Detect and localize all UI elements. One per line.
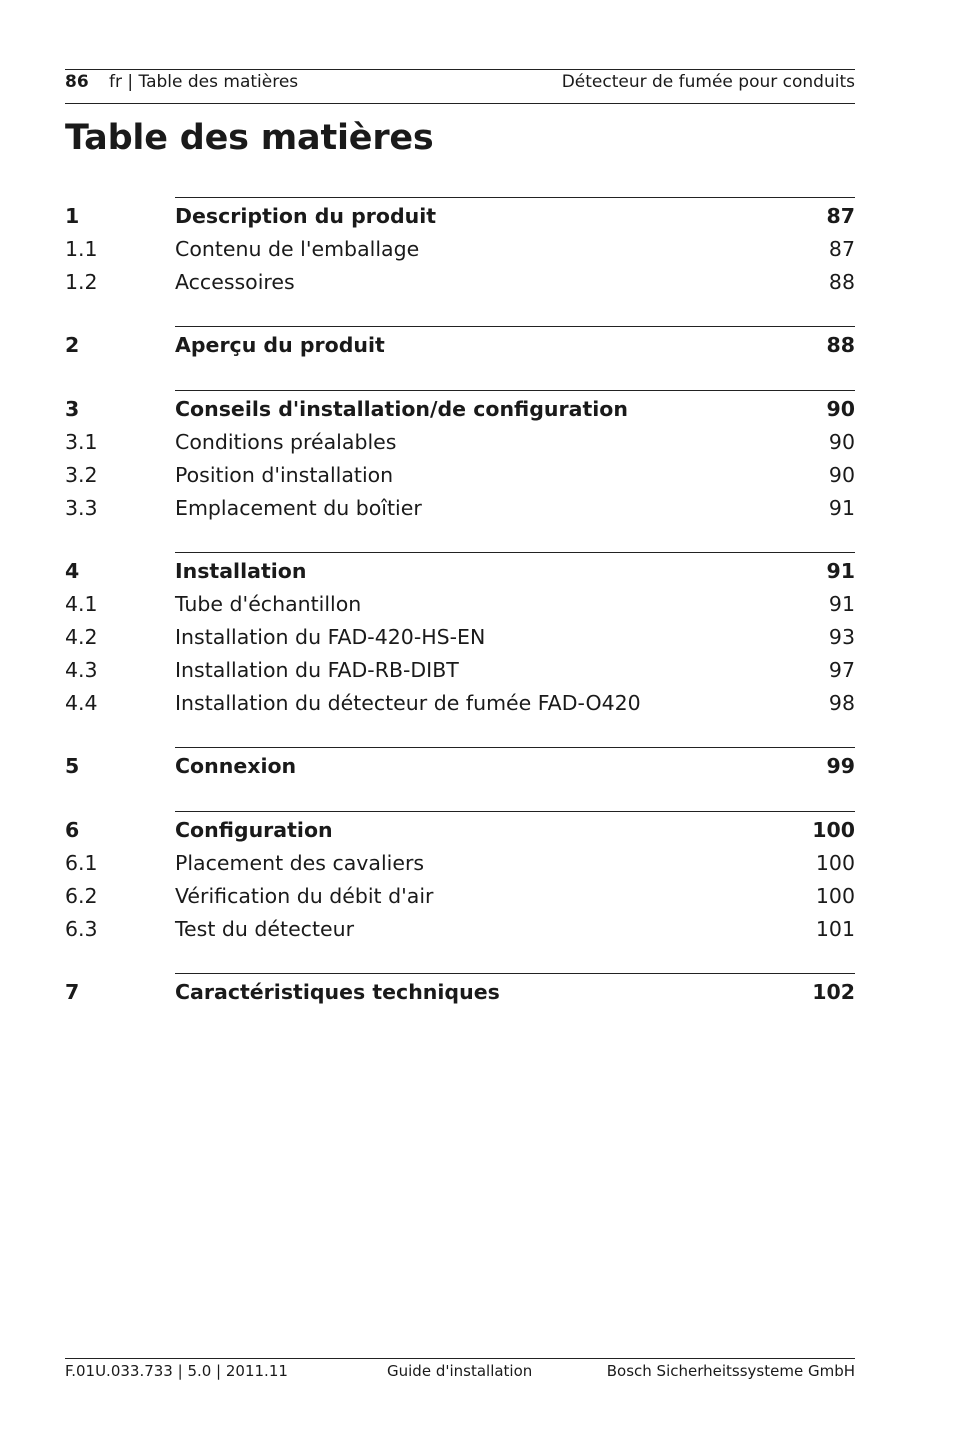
- toc-section-entry[interactable]: [65, 588, 855, 621]
- toc-entry-page: 88: [826, 333, 855, 358]
- toc-entry-title: Caractéristiques techniques: [175, 980, 500, 1005]
- toc-chapter-group: [65, 747, 855, 783]
- toc-section-entry[interactable]: [65, 266, 855, 299]
- toc-entry-title: Position d'installation: [175, 462, 394, 487]
- toc-section-entry[interactable]: [65, 426, 855, 459]
- toc-section-entry[interactable]: [65, 913, 855, 946]
- toc-entry-page: 90: [828, 462, 855, 487]
- toc-entry-page: 101: [815, 916, 855, 941]
- toc-entry-number: 1: [65, 204, 80, 228]
- toc-entry-title: Conseils d'installation/de configuration: [175, 397, 628, 422]
- toc-entry-number: 4.4: [65, 690, 98, 715]
- toc-chapter-group: [65, 197, 855, 298]
- toc-entry-number: 3.1: [65, 429, 98, 454]
- toc-entry-title: Placement des cavaliers: [175, 850, 425, 875]
- toc-entry-number: 4.2: [65, 624, 98, 649]
- header-section: fr | Table des matières: [109, 72, 299, 92]
- toc-entry-page: 93: [828, 624, 855, 649]
- toc-entry-title: Emplacement du boîtier: [175, 495, 422, 520]
- toc-entry-number: 1.1: [65, 236, 98, 261]
- toc-entry-number: 5: [65, 754, 80, 779]
- footer-document-type: Guide d'installation: [387, 1362, 533, 1380]
- toc-entry-page: 90: [828, 429, 855, 454]
- toc-entry-number: 4: [65, 559, 80, 584]
- toc-entry-page: 87: [828, 236, 855, 261]
- toc-entry-number: 3.3: [65, 495, 98, 520]
- toc-entry-title: Installation: [175, 559, 307, 584]
- toc-entry-number: 3.2: [65, 462, 98, 487]
- toc-chapter-entry[interactable]: [65, 976, 855, 1009]
- toc-entry-title: Vérification du débit d'air: [175, 883, 434, 908]
- toc-entry-page: 100: [815, 883, 855, 908]
- toc-section-entry[interactable]: [65, 880, 855, 913]
- toc-entry-page: 91: [826, 559, 855, 584]
- toc-entry-number: 1.2: [65, 269, 98, 294]
- toc-entry-number: 3: [65, 397, 80, 422]
- toc-entry-title: Installation du FAD-RB-DIBT: [175, 657, 459, 682]
- footer-document-reference: F.01U.033.733 | 5.0 | 2011.11: [65, 1362, 288, 1380]
- toc-section-entry[interactable]: [65, 233, 855, 266]
- toc-entry-title: Test du détecteur: [175, 916, 355, 941]
- toc-entry-page: 91: [828, 592, 855, 617]
- page-footer: [65, 1358, 855, 1380]
- toc-entry-number: 6.1: [65, 850, 98, 875]
- toc-entry-title: Description du produit: [175, 204, 437, 228]
- toc-chapter-group: [65, 811, 855, 945]
- toc-chapter-entry[interactable]: [65, 329, 855, 362]
- toc-entry-number: 6: [65, 818, 80, 843]
- toc-entry-title: Installation du détecteur de fumée FAD-O420: [175, 690, 641, 715]
- toc-entry-page: 100: [815, 850, 855, 875]
- toc-chapter-group: [65, 326, 855, 362]
- page-header: [65, 69, 855, 104]
- toc-section-entry[interactable]: [65, 654, 855, 687]
- toc-entry-title: Aperçu du produit: [175, 333, 385, 358]
- toc-section-entry[interactable]: [65, 687, 855, 720]
- toc-chapter-entry[interactable]: [65, 814, 855, 847]
- toc-entry-title: Connexion: [175, 754, 297, 779]
- toc-entry-number: 2: [65, 333, 80, 358]
- toc-entry-page: 99: [826, 754, 855, 779]
- toc-chapter-entry[interactable]: [65, 200, 855, 233]
- toc-chapter-group: [65, 552, 855, 719]
- toc-entry-page: 98: [828, 690, 855, 715]
- toc-entry-title: Contenu de l'emballage: [175, 236, 420, 261]
- toc-entry-title: Conditions préalables: [175, 429, 397, 454]
- footer-company: Bosch Sicherheitssysteme GmbH: [606, 1362, 855, 1380]
- toc-entry-number: 6.2: [65, 883, 98, 908]
- toc-section-entry[interactable]: [65, 621, 855, 654]
- toc-chapter-group: [65, 390, 855, 524]
- toc-entry-title: Tube d'échantillon: [175, 592, 362, 617]
- page-number: 86: [65, 72, 89, 92]
- toc-entry-title: Configuration: [175, 818, 333, 843]
- toc-chapter-entry[interactable]: [65, 393, 855, 426]
- toc-entry-number: 7: [65, 980, 80, 1005]
- toc-entry-title: Accessoires: [175, 269, 295, 294]
- toc-chapter-entry[interactable]: [65, 750, 855, 783]
- toc-entry-title: Installation du FAD-420-HS-EN: [175, 624, 486, 649]
- toc-entry-page: 90: [826, 397, 855, 422]
- toc-entry-page: 87: [826, 204, 855, 228]
- toc-section-entry[interactable]: [65, 847, 855, 880]
- toc-entry-page: 88: [828, 269, 855, 294]
- toc-entry-page: 97: [828, 657, 855, 682]
- page-title: Table des matières: [65, 118, 434, 158]
- toc-section-entry[interactable]: [65, 459, 855, 492]
- toc-entry-number: 4.3: [65, 657, 98, 682]
- toc-chapter-group: [65, 973, 855, 1009]
- toc-entry-page: 91: [828, 495, 855, 520]
- toc-chapter-entry[interactable]: [65, 555, 855, 588]
- toc-entry-page: 100: [812, 818, 855, 843]
- toc-section-entry[interactable]: [65, 492, 855, 525]
- toc-entry-number: 6.3: [65, 916, 98, 941]
- header-document-title: Détecteur de fumée pour conduits: [561, 72, 855, 92]
- toc-entry-page: 102: [812, 980, 855, 1005]
- toc-entry-number: 4.1: [65, 592, 98, 617]
- table-of-contents: [65, 197, 855, 1037]
